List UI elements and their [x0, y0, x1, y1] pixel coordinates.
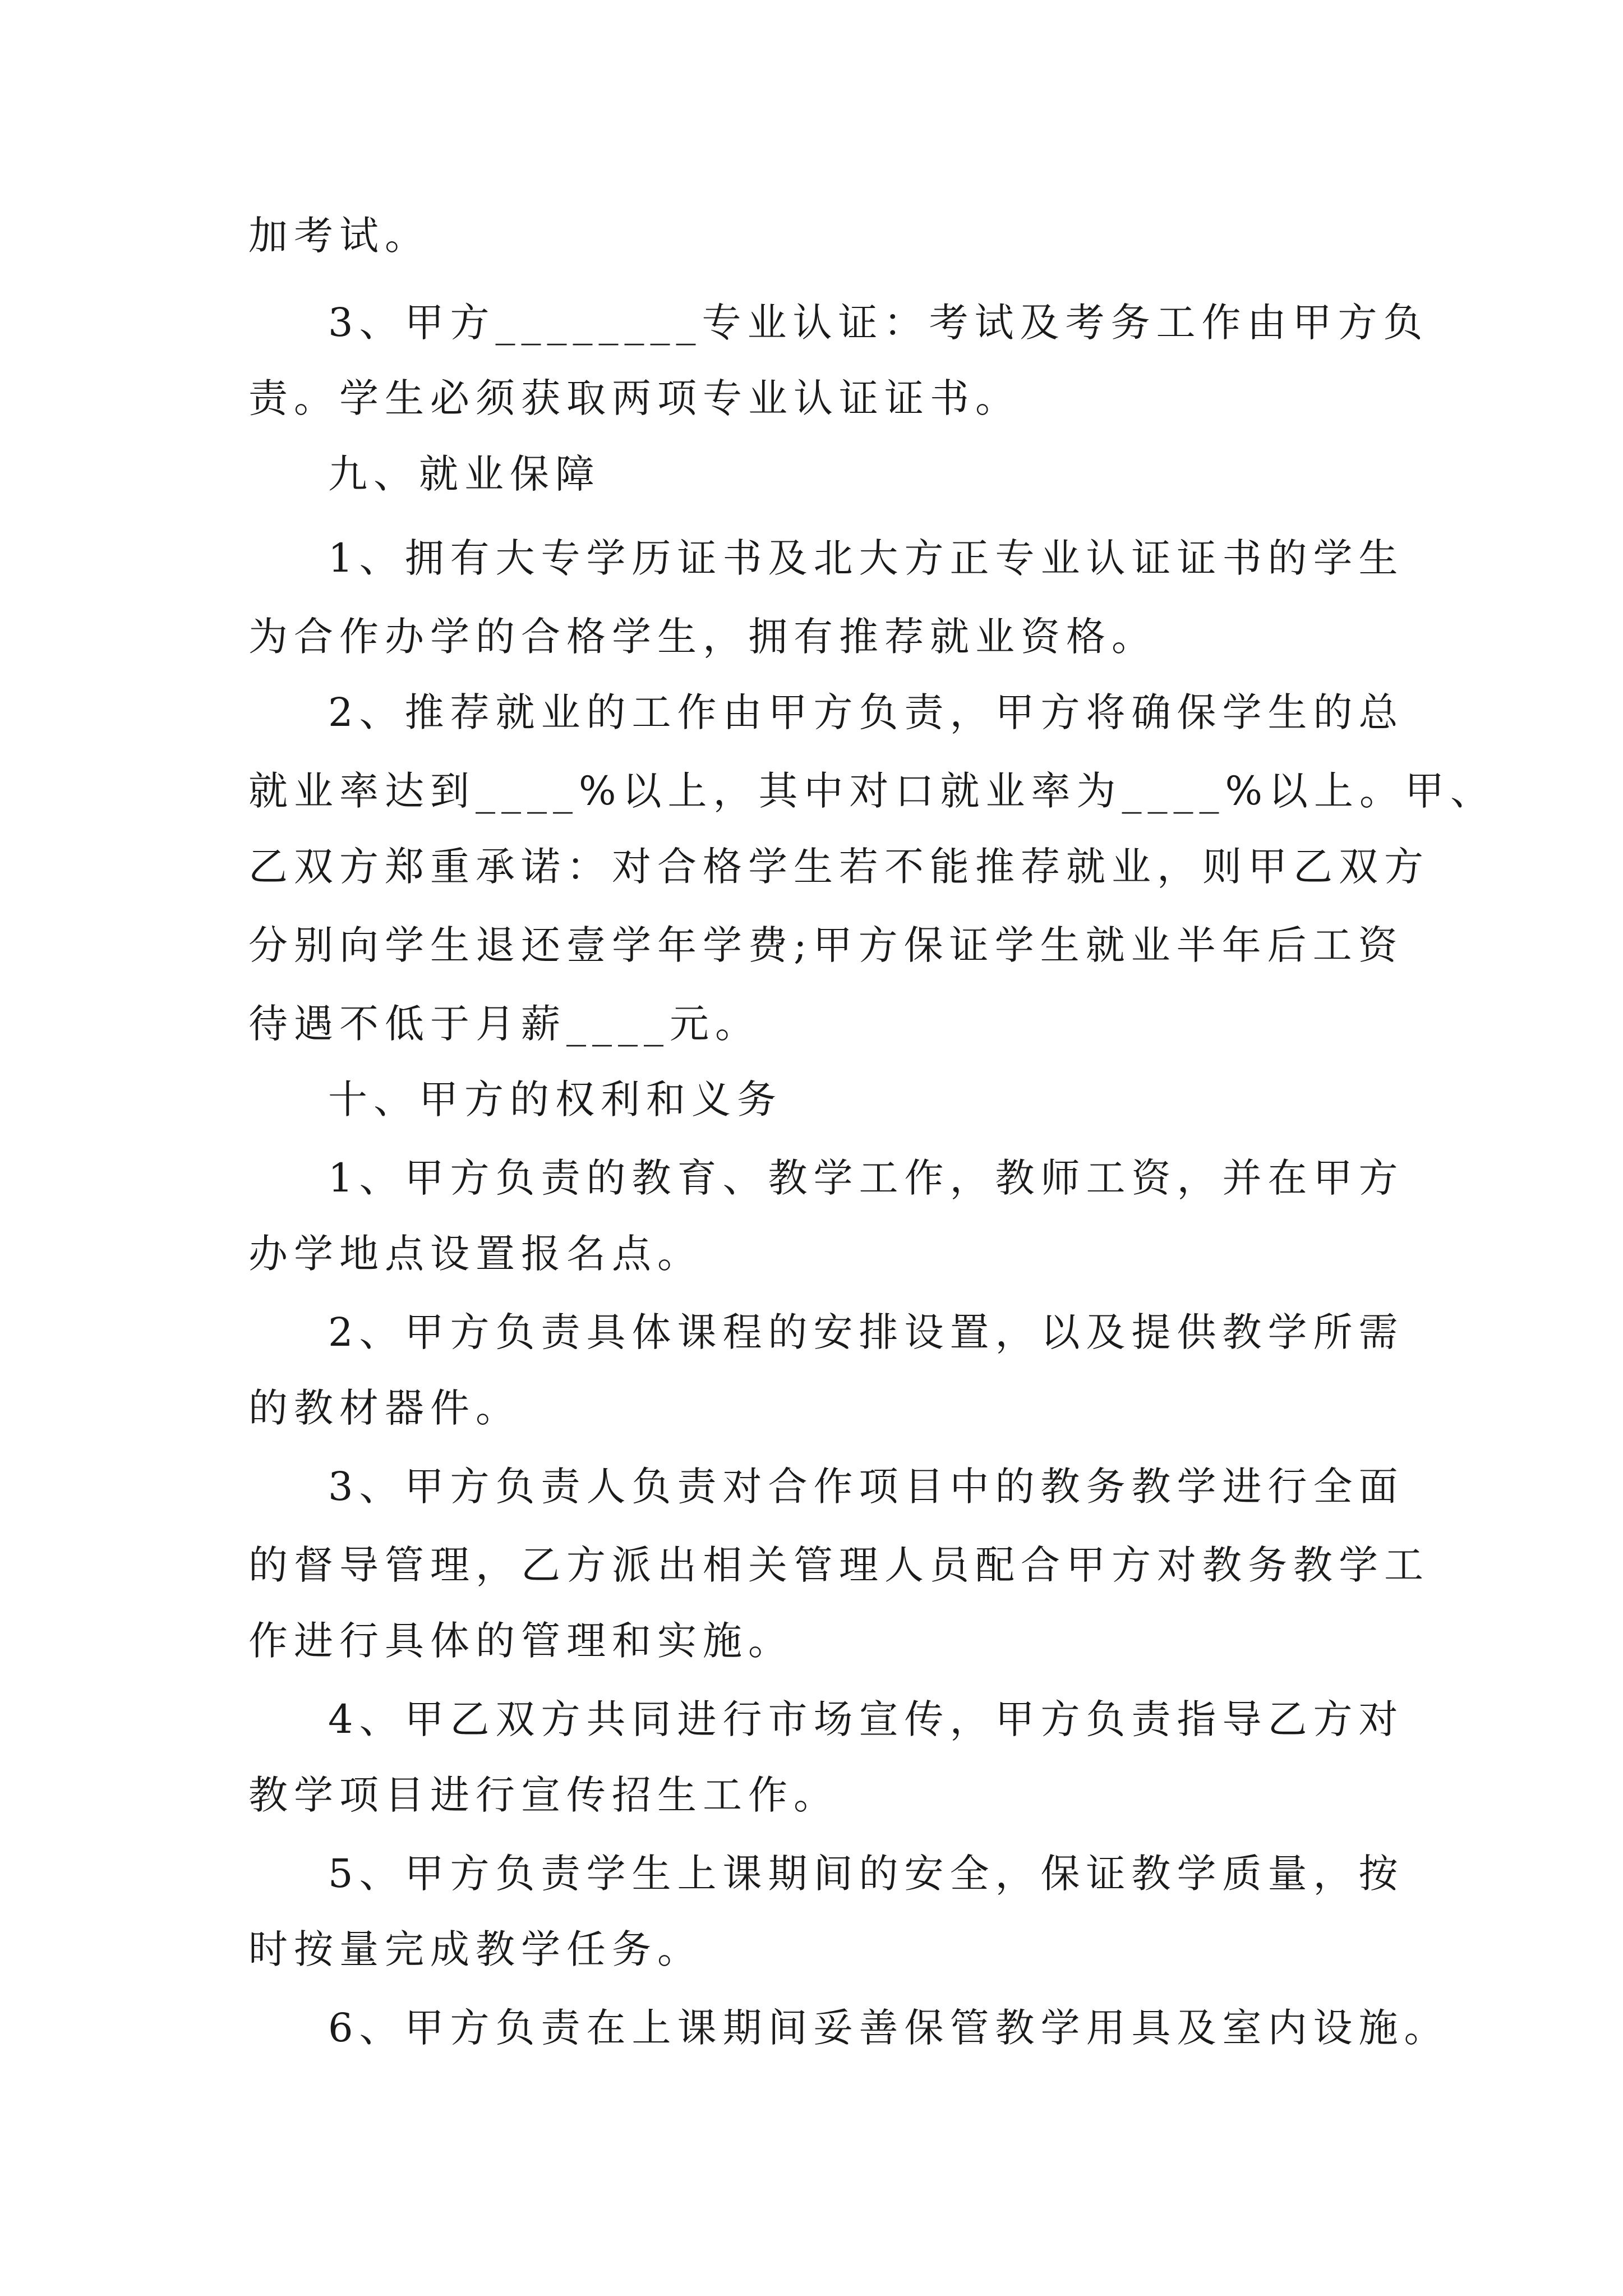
text-line: 4、甲乙双方共同进行市场宣传，甲方负责指导乙方对	[328, 1696, 1404, 1742]
section-heading: 九、就业保障	[328, 451, 601, 497]
text-line: 作进行具体的管理和实施。	[248, 1618, 794, 1664]
text-line: 2、甲方负责具体课程的安排设置，以及提供教学所需	[328, 1309, 1404, 1355]
text-line: 2、推荐就业的工作由甲方负责，甲方将确保学生的总	[328, 689, 1404, 735]
section-heading: 十、甲方的权利和义务	[328, 1076, 782, 1122]
text-line: 加考试。	[248, 213, 430, 259]
text-line: 3、甲方________专业认证：考试及考务工作由甲方负	[328, 300, 1429, 346]
text-line: 教学项目进行宣传招生工作。	[248, 1772, 839, 1818]
text-line: 3、甲方负责人负责对合作项目中的教务教学进行全面	[328, 1464, 1404, 1510]
text-line: 乙双方郑重承诺：对合格学生若不能推荐就业，则甲乙双方	[248, 844, 1430, 890]
text-line: 责。学生必须获取两项专业认证证书。	[248, 375, 1021, 421]
text-line: 为合作办学的合格学生，拥有推荐就业资格。	[248, 614, 1157, 660]
text-line: 分别向学生退还壹学年学费;甲方保证学生就业半年后工资	[248, 922, 1404, 968]
text-line: 就业率达到____%以上，其中对口就业率为____%以上。甲、	[248, 768, 1496, 814]
text-line: 1、拥有大专学历证书及北大方正专业认证证书的学生	[328, 535, 1404, 581]
text-line: 6、甲方负责在上课期间妥善保管教学用具及室内设施。	[328, 2005, 1450, 2051]
text-line: 时按量完成教学任务。	[248, 1926, 703, 1972]
text-line: 1、甲方负责的教育、教学工作，教师工资，并在甲方	[328, 1155, 1404, 1201]
text-line: 待遇不低于月薪____元。	[248, 1001, 760, 1047]
text-line: 的督导管理，乙方派出相关管理人员配合甲方对教务教学工	[248, 1542, 1430, 1588]
text-line: 5、甲方负责学生上课期间的安全，保证教学质量，按	[328, 1851, 1404, 1897]
text-line: 的教材器件。	[248, 1385, 521, 1431]
text-line: 办学地点设置报名点。	[248, 1231, 703, 1277]
